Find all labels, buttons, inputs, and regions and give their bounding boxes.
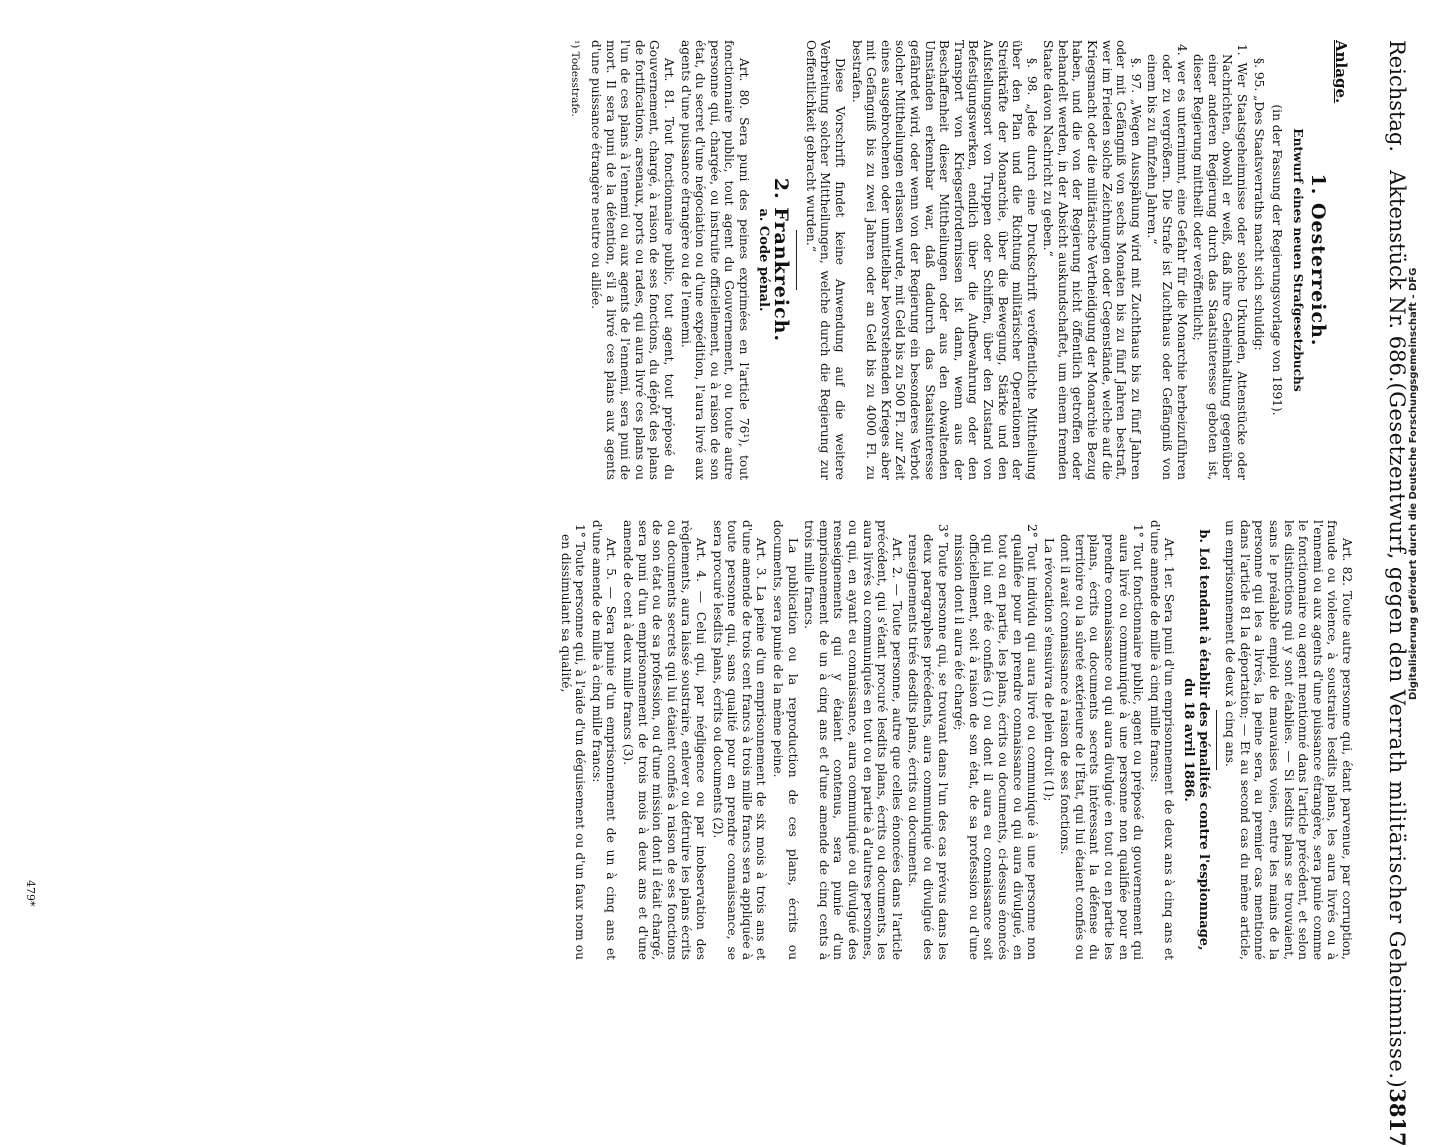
section-austria-title: 1. Oesterreich.	[1307, 173, 1330, 347]
running-head-title: (Gesetzentwurf, gegen den Verrath militärischer Geheimnisse.)	[1385, 382, 1409, 1089]
divider	[796, 230, 797, 290]
article-1-revocation: La révocation s'ensuivra de plein droit (1);	[1041, 538, 1056, 802]
divider	[1216, 710, 1217, 770]
article-82: Art. 82. Toute autre personne qui, étant parvenue, par corruption, fraude ou violence, à soustraire lesdits plans, les aura livrés ou à l'ennemi ou aux agents d'une puissance étrangère, sera punie comme le fonctionnaire ou agent mentionné dans l'article précédent, et selon les distinctions qui y sont établies. — Si lesdits plans se trouvaient, sans le préalable emploi de mauvaises voies, entre les mains de la personne qui les a livrés, la peine sera, au premier cas mentionné dans l'article 81 la déportation; — Et au second cas du même article, un emprisonnement de deux à cinq ans.	[1223, 520, 1354, 960]
article-1: Art. 1er. Sera puni d'un emprisonnement de deux ans à cinq ans et d'une amende de mille à cinq mille francs:	[1147, 520, 1177, 960]
sheet-number: 479*	[24, 880, 37, 907]
footnote: ¹) Todesstrafe.	[569, 40, 582, 117]
paragraph-98b: Diese Vorschrift findet keine Anwendung auf die weitere Verbreitung solcher Mittheilungen, welche durch die Regierung zur Oeffentlichkeit gebracht wurden.“	[803, 40, 847, 480]
right-column	[24, 520, 1354, 960]
paragraph-95-item-1: 1. Wer Staatsgeheimnisse oder solche Urkunden, Attenstücke oder Nachrichten, obwohl er weiß, daß ihre Geheimhaltung gegenüber einer anderen Regierung durch das Staatsinteresse geboten ist, dieser Regierung mittheilt oder veröffentlicht;	[1191, 44, 1250, 480]
paragraph-98: §. 98. „Jede durch eine Druckschrift veröffentlichte Mittheilung über den Plan und die Richtung militärischer Operationen der Streitkräfte der Monarchie, über die Bewegung, Stärke und den Aufstellungsort von Truppen oder Schiffen, über den Zustand von Befestigungswerken, endlich über die Aufbewahrung oder den Transport von Kriegserfordernissen ist dann, wenn aus der Beschaffenheit dieser Mittheilungen oder aus den obwaltenden Umständen erkennbar war, daß dadurch das Staatsinteresse gefährdet wird, oder wenn von der Regierung ein besonderes Verbot solcher Mittheilungen erlassen wurde, mit Geld bis zu 500 Fl. zur Zeit eines ausgebrochenen oder unmittelbar bevorstehenden Krieges aber mit Gefängniß bis zu zwei Jahren oder an Geld bis zu 4000 Fl. zu bestrafen.	[849, 40, 1039, 480]
article-1-item-1: 1° Tout fonctionnaire public, agent ou préposé du gouvernement qui aura livré ou communiqué à une personne non qualifiée pour en prendre connaissance ou qui aura divulgué en tout ou en partie les plans, écrits ou documents secrets intéressant la défense du territoire ou la sûreté extérieure de l'État, qui lui étaient confiés ou dont il avait connaissance à raison de ses fonctions.	[1058, 524, 1146, 960]
article-4: Art. 4. — Celui qui, par négligence ou par inobservation des règlements, aura laissé soustraire, enlever ou détruire les plans écrits ou documents secrets qui lui étaient confiés à raison de ses fonctions de son état ou de sa profession, ou d'une mission dont il était chargé, sera puni d'un emprisonnement de trois mois à deux ans et d'une amende de cent à deux mille francs (3).	[621, 520, 709, 960]
article-2: Art. 2. — Toute personne, autre que celles énoncées dans l'article précédent, qui s'étant procuré lesdits plans, écrits ou documents, les aura livrés ou communiqués en tout ou en partie à d'autres personnes, ou qui, en ayant eu connaissance, aura communiqué ou divulgué des renseignements qui y étaient contenus, sera punie d'un emprisonnement de un à cinq ans et d'une amende de cinq cents à trois mille francs.	[802, 520, 904, 960]
section-austria-subtitle: Entwurf eines neuen Strafgesetzbuchs	[1290, 128, 1305, 392]
article-5: Art. 5. — Sera punie d'un emprisonnement de un à cinq ans et d'une amende de mille à cinq mille francs:	[589, 520, 619, 960]
paragraph-95-item-4: 4. wer es unternimmt, eine Gefahr für die Monarchie herbeizuführen oder zu vergrößern. Die Strafe ist Zuchthaus oder Gefängniß von einem bis zu fünfzehn Jahren.“	[1145, 44, 1189, 480]
article-1-item-2: 2° Tout individu qui aura livré ou communiqué à une personne non qualifiée pour en prendre connaissance ou qui aura divulgué, en tout ou en partie, les plans, écrits ou documents, ci-dessus énoncés qui lui ont été confiés (1) ou dont il aura eu connaissance soit officiellement, soit à raison de son état, de sa profession ou d'une mission dont il aura été chargé;	[952, 524, 1040, 960]
anlage-heading: Anlage.	[1332, 40, 1350, 104]
section-loi-1886: b. Loi tendant à établir des pénalités contre l'espionnage, du 18 avril 1886.	[1181, 529, 1211, 951]
running-head-left: Reichstag.	[1385, 40, 1409, 153]
article-5-item-1: 1° Toute personne qui, à l'aide d'un déguisement ou d'un faux nom ou en dissimulant sa qualité,	[558, 524, 588, 960]
article-81: Art. 81. Tout fonctionnaire public, tout agent, tout préposé du Gouvernement, chargé, à raison de ses fonctions, du dépôt des plans de fortifications, arsenaux, ports ou rades, qui aura livré ces plans ou l'un de ces plans à l'ennemi ou aux agents de l'ennemi, sera puni de mort. Il sera puni de la détention, s'il a livré ces plans aux agents d'une puissance étrangère neutre ou alliée.	[589, 40, 677, 480]
running-head-doc: Aktenstück Nr. 686.	[1385, 170, 1409, 383]
left-column	[24, 40, 1354, 480]
section-france-title: 2. Frankreich.	[770, 177, 793, 343]
article-3: Art. 3. La peine d'un emprisonnement de six mois à trois ans et d'une amende de trois cent francs à trois mille francs sera appliquée à toute personne qui, sans qualité pour en prendre connaissance, se sera procuré lesdits plans, écrits ou documents (2).	[710, 520, 769, 960]
page-number: 3817	[1385, 1088, 1410, 1147]
section-code-penal: a. Code pénal.	[755, 208, 771, 312]
paragraph-97: §. 97. „Wegen Ausspähung wird mit Zuchthaus bis zu fünf Jahren oder mit Gefängniß von sechs Monaten bis zu fünf Jahren bestraft, wer im Frieden solche Zeichnungen oder Gegenstände, welche auf die Kriegsmacht oder die militärische Vertheidigung der Monarchie Bezug haben, und die von der Regierung nicht öffentlich getroffen oder behandelt werden, in der Absicht auskundschaftet, um einem fremden Staate davon Nachricht zu geben.“	[1041, 40, 1143, 480]
article-2b: La publication ou la reproduction de ces plans, écrits ou documents, sera punie de la même peine.	[771, 520, 800, 960]
article-80: Art. 80. Sera puni des peines exprimées en l'article 76¹), tout fonctionnaire public, tout agent du Gouvernement, ou toute autre personne qui, chargée, ou instruite officiellement, ou à raison de son état, du secret d'une négociation ou d'une expédition, l'aura livré aux agents d'une puissance étrangère ou de l'ennemi.	[678, 40, 752, 480]
article-1-item-3: 3° Toute personne qui, se trouvant dans l'un des cas prévus dans les deux paragraphes précédents, aura communiqué ou divulgué des renseignements tirés desdits plans, écrits ou documents.	[906, 524, 950, 960]
paragraph-95-intro: §. 95. „Des Staatsverraths macht sich schuldig:	[1251, 58, 1266, 351]
dfg-digitization-note: Digitalisierung gefördert durch die Deutsche Forschungsgemeinschaft - DFG	[1408, 267, 1419, 700]
running-head	[1370, 40, 1410, 1147]
section-austria-subtitle-2: (in der Fassung der Regierungsvorlage von 1891).	[1270, 104, 1285, 416]
